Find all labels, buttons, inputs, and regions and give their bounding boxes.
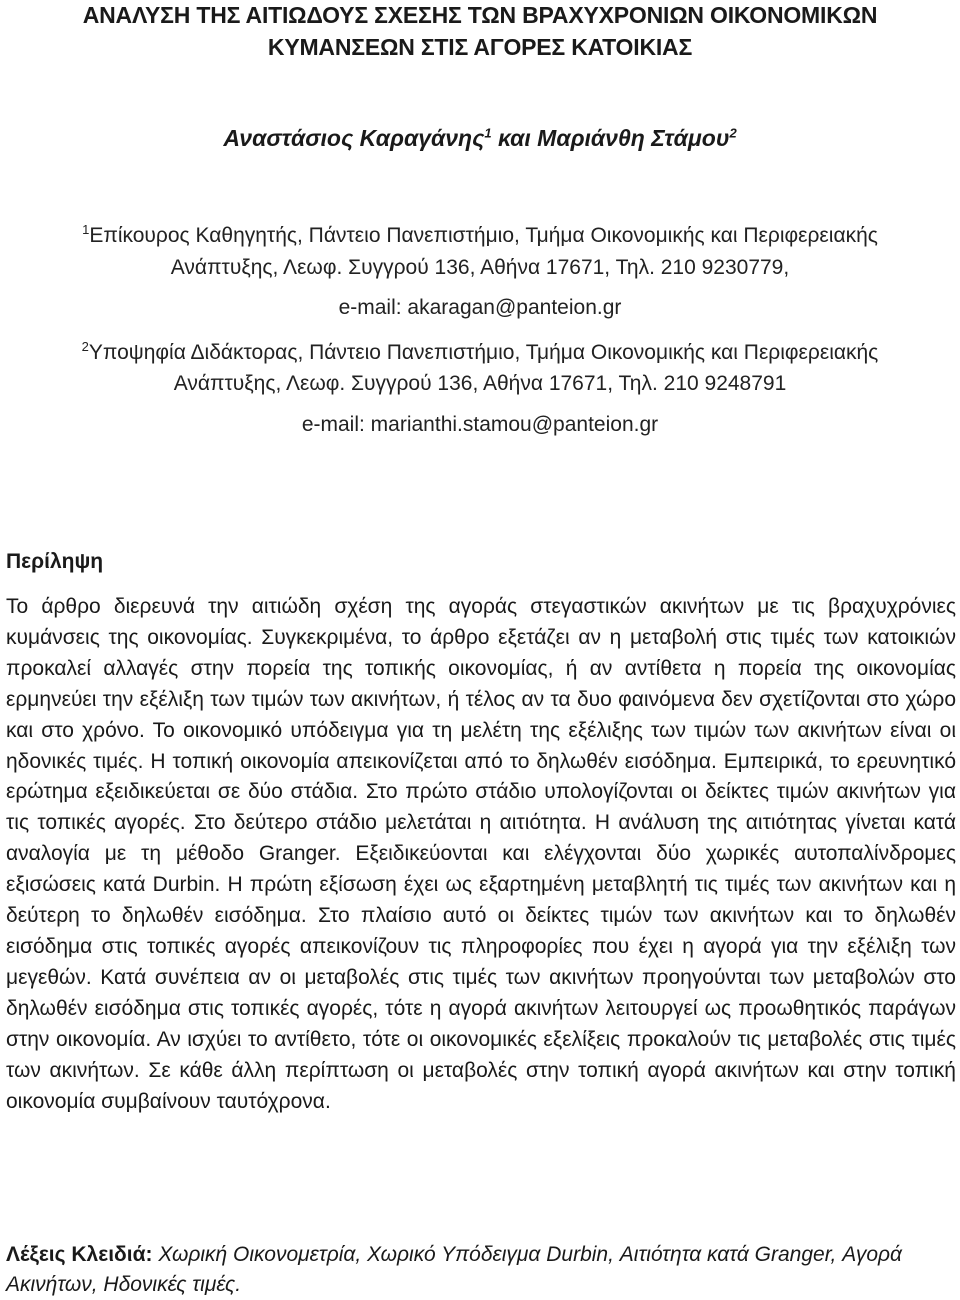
affiliation-1-line-2: Ανάπτυξης, Λεωφ. Συγγρού 136, Αθήνα 17671, Τηλ. 210 9230779, — [170, 256, 790, 279]
affiliation-2-mark: 2 — [81, 339, 89, 354]
affiliation-2-email: e-mail: marianthi.stamou@panteion.gr — [301, 413, 659, 436]
author-2-name: Μαριάνθη Στάμου — [537, 125, 730, 151]
keywords — [6, 1240, 946, 1300]
author-connector: και — [491, 125, 538, 151]
keywords-text: Χωρική Οικονομετρία, Χωρικό Υπόδειγμα Durbin, Αιτιότητα κατά Granger, Αγορά Ακινήτων, Ηδονικές τιμές. — [6, 1243, 908, 1296]
abstract-body: Το άρθρο διερευνά την αιτιώδη σχέση της αγοράς στεγαστικών ακινήτων με τις βραχυχρόνιες κυμάνσεις της οικονομίας. Συγκεκριμένα, το άρθρο εξετάζει αν η μεταβολή στις τιμές των κατοικιών προκαλεί αλλαγές στην πορεία της τοπικής οικονομίας, ή αν αντίθετα η πορεία της οικονομίας ερμηνεύει την εξέλιξη των τιμών των ακινήτων, ή τέλος αν τα δυο φαινόμενα δεν σχετίζονται στο χώρο και στο χρόνο. Το οικονομικό υπόδειγμα για τη μελέτη της εξέλιξης των τιμών των ακινήτων είναι οι ηδονικές τιμές. Η τοπική οικονομία απεικονίζεται από το δηλωθέν εισόδημα. Εμπειρικά, το ερευνητικό ερώτημα εξειδικεύεται σε δύο στάδια. Στο πρώτο στάδιο υπολογίζονται οι δείκτες τιμών ακινήτων για τις τοπικές αγορές. Στο δεύτερο στάδιο μελετάται η αιτιότητα. Η ανάλυση της αιτιότητας γίνεται κατά αναλογία με τη μέθοδο Granger. Εξειδικεύονται και ελέγχονται δύο χωρικές αυτοπαλίνδρομες εξισώσεις κατά Durbin. Η πρώτη εξίσωση έχει ως εξαρτημένη μεταβλητή τις τιμές των ακινήτων και η δεύτερη το δηλωθέν εισόδημα. Στο πλαίσιο αυτό οι δείκτες τιμών των ακινήτων και το δηλωθέν εισόδημα στις τοπικές αγορές απεικονίζουν τις πληροφορίες που έχει η αγορά για την εξέλιξη των μεγεθών. Κατά συνέπεια αν οι μεταβολές στις τιμές των ακινήτων προηγούνται των μεταβολών στο δηλωθέν εισόδημα στις τοπικές αγορές, τότε η αγορά ακινήτων λειτουργεί ως προωθητικός παράγων στην οικονομία. Αν ισχύει το αντίθετο, τότε οι οικονομικές εξελίξεις προκαλούν τις μεταβολές στις τιμές των ακινήτων. Σε κάθε άλλη περίπτωση οι μεταβολές στην τοπική αγορά ακινήτων και στην τοπική οικονομία συμβαίνουν ταυτόχρονα. — [6, 595, 956, 1113]
author-1-affiliation-mark: 1 — [484, 125, 492, 141]
author-line — [0, 123, 960, 153]
affiliation-1-text-1: Επίκουρος Καθηγητής, Πάντειο Πανεπιστήμιο, Τμήμα Οικονομικής και Περιφερειακής — [89, 224, 878, 247]
author-1-name: Αναστάσιος Καραγάνης — [223, 125, 485, 151]
abstract-heading: Περίληψη — [6, 550, 104, 573]
affiliation-1-mark: 1 — [82, 222, 90, 237]
paper-title-line-1: ΑΝΑΛΥΣΗ ΤΗΣ ΑΙΤΙΩΔΟΥΣ ΣΧΕΣΗΣ ΤΩΝ ΒΡΑΧΥΧΡΟΝΙΩΝ ΟΙΚΟΝΟΜΙΚΩΝ — [82, 2, 878, 28]
author-2-affiliation-mark: 2 — [729, 125, 737, 141]
affiliation-1-email: e-mail: akaragan@panteion.gr — [338, 296, 622, 319]
keywords-label: Λέξεις Κλειδιά: — [6, 1243, 153, 1266]
affiliation-2-line-1 — [0, 339, 960, 367]
paper-title-line-2: ΚΥΜΑΝΣΕΩΝ ΣΤΙΣ ΑΓΟΡΕΣ ΚΑΤΟΙΚΙΑΣ — [267, 34, 693, 60]
affiliation-2-text-1: Υποψηφία Διδάκτορας, Πάντειο Πανεπιστήμιο, Τμήμα Οικονομικής και Περιφερειακής — [88, 341, 879, 364]
affiliation-1-line-1 — [0, 222, 960, 250]
affiliation-2-line-2: Ανάπτυξης, Λεωφ. Συγγρού 136, Αθήνα 17671, Τηλ. 210 9248791 — [173, 372, 787, 395]
